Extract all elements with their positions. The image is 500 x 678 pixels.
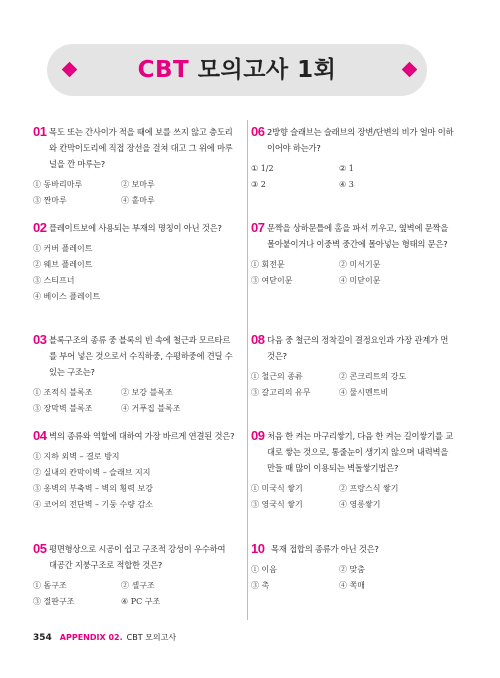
option[interactable]: ④ 홑마루 — [121, 196, 155, 205]
option[interactable]: ④ 거푸집 블록조 — [121, 404, 181, 413]
question-02 — [33, 220, 235, 305]
option[interactable]: ③ 장막벽 블록조 — [33, 404, 93, 413]
option[interactable]: ③ 영국식 쌓기 — [251, 500, 303, 509]
option[interactable]: ④ 3 — [339, 180, 354, 189]
question-number: 01 — [33, 124, 47, 139]
page-footer — [33, 632, 176, 643]
option[interactable]: ③ 촉 — [251, 581, 270, 590]
option[interactable]: ① 돔구조 — [33, 581, 67, 590]
option[interactable]: ③ 갈고리의 유무 — [251, 388, 311, 397]
question-08 — [251, 332, 456, 401]
option[interactable]: ① 지하 외벽 – 결로 방지 — [33, 452, 120, 461]
option[interactable]: ① 커버 플레이트 — [33, 244, 93, 253]
option[interactable]: ④ PC 구조 — [121, 597, 161, 606]
appendix-label: APPENDIX 02. — [59, 633, 123, 642]
question-03 — [33, 332, 235, 417]
option[interactable]: ④ 미닫이문 — [339, 276, 381, 285]
question-number: 04 — [33, 428, 47, 443]
option[interactable]: ① 회전문 — [251, 260, 285, 269]
question-text: 2방향 슬래브는 슬래브의 장변/단변의 비가 얼마 이하이어야 하는가? — [267, 127, 454, 153]
option[interactable]: ③ 짠마루 — [33, 196, 67, 205]
option[interactable]: ① 철근의 종류 — [251, 372, 303, 381]
option[interactable]: ② 보강 블록조 — [121, 388, 173, 397]
option-list — [33, 578, 235, 610]
question-06 — [251, 124, 456, 193]
question-01 — [33, 124, 235, 209]
question-number: 03 — [33, 332, 47, 347]
option[interactable]: ① 조적식 블록조 — [33, 388, 93, 397]
option[interactable]: ① 미국식 쌓기 — [251, 484, 303, 493]
option-list — [251, 161, 456, 193]
option[interactable]: ③ 스티프너 — [33, 276, 75, 285]
option-list — [251, 257, 456, 289]
option[interactable]: ④ 쪽매 — [339, 581, 365, 590]
option[interactable]: ② 1 — [339, 164, 354, 173]
option[interactable]: ② 웨브 플레이트 — [33, 260, 93, 269]
option[interactable]: ② 미서기문 — [339, 260, 381, 269]
option[interactable]: ④ 베이스 플레이트 — [33, 292, 101, 301]
option[interactable]: ② 프랑스식 쌓기 — [339, 484, 399, 493]
option[interactable]: ① 1/2 — [251, 164, 274, 173]
question-number: 06 — [251, 124, 265, 139]
question-number: 08 — [251, 332, 265, 347]
question-text: 다음 중 철근의 정착길이 결정요인과 가장 관계가 먼 것은? — [267, 335, 449, 361]
page-title — [47, 44, 427, 96]
option[interactable]: ② 실내의 칸막이벽 – 슬래브 지지 — [33, 468, 151, 477]
question-07 — [251, 220, 456, 289]
question-number: 09 — [251, 428, 265, 443]
option[interactable]: ② 콘크리트의 강도 — [339, 372, 407, 381]
question-05 — [33, 541, 235, 610]
question-number: 07 — [251, 220, 265, 235]
option-list — [33, 385, 235, 417]
question-text: 목도 또는 간사이가 적을 때에 보를 쓰지 않고 층도리와 칸막이도리에 직접 장선을 걸쳐 대고 그 위에 마루널을 깐 마루는? — [49, 127, 233, 169]
footer-title: CBT 모의고사 — [126, 633, 177, 642]
option-list — [251, 369, 456, 401]
option[interactable]: ① 동바리마루 — [33, 180, 83, 189]
question-text: 플레이트보에 사용되는 부재의 명칭이 아닌 것은? — [49, 223, 222, 233]
question-text: 문짝을 상하문틀에 홈을 파서 끼우고, 옆벽에 문짝을 몰아붙이거나 이중벽 중간에 몰아넣는 형태의 문은? — [267, 223, 449, 249]
option[interactable]: ① 이음 — [251, 565, 277, 574]
option[interactable]: ④ 코어의 전단벽 – 기둥 수량 감소 — [33, 500, 153, 509]
option[interactable]: ③ 옹벽의 부축벽 – 벽의 횡력 보강 — [33, 484, 153, 493]
page-number: 354 — [33, 633, 52, 643]
option[interactable]: ② 보마루 — [121, 180, 155, 189]
title-banner — [47, 44, 427, 96]
option[interactable]: ④ 물시멘트비 — [339, 388, 389, 397]
option[interactable]: ③ 2 — [251, 180, 266, 189]
question-text: 처음 한 켜는 마구리쌓기, 다음 한 켜는 길이쌓기를 교대로 쌓는 것으로, 통줄눈이 생기지 않으며 내력벽을 만들 때 많이 이용되는 벽돌쌓기법은? — [267, 431, 454, 473]
option-list — [33, 241, 235, 305]
option-list — [33, 177, 235, 209]
question-text: 목재 접합의 종류가 아닌 것은? — [271, 544, 379, 554]
option[interactable]: ③ 여닫이문 — [251, 276, 293, 285]
question-number: 05 — [33, 541, 47, 556]
option-list — [33, 449, 235, 513]
column-divider — [247, 120, 248, 620]
question-text: 블록구조의 종류 중 블록의 빈 속에 철근과 모르타르를 부어 넣은 것으로서 수직하중, 수평하중에 견딜 수 있는 구조는? — [49, 335, 233, 377]
option[interactable]: ② 셸구조 — [121, 581, 155, 590]
question-text: 평면형상으로 시공이 쉽고 구조적 강성이 우수하여 대공간 지붕구조로 적합한 것은? — [49, 544, 226, 570]
option-list — [251, 481, 456, 513]
question-number: 02 — [33, 220, 47, 235]
question-text: 벽의 종류와 역할에 대하여 가장 바르게 연결된 것은? — [49, 431, 235, 441]
question-number: 10 — [251, 541, 265, 556]
title-rest: 모의고사 1회 — [189, 57, 337, 83]
question-09 — [251, 428, 456, 513]
option-list — [251, 562, 456, 594]
option[interactable]: ② 맞춤 — [339, 565, 365, 574]
option[interactable]: ③ 절판구조 — [33, 597, 75, 606]
question-10 — [251, 541, 456, 594]
question-04 — [33, 428, 235, 513]
title-prefix: CBT — [137, 57, 190, 83]
option[interactable]: ④ 영롱쌓기 — [339, 500, 381, 509]
